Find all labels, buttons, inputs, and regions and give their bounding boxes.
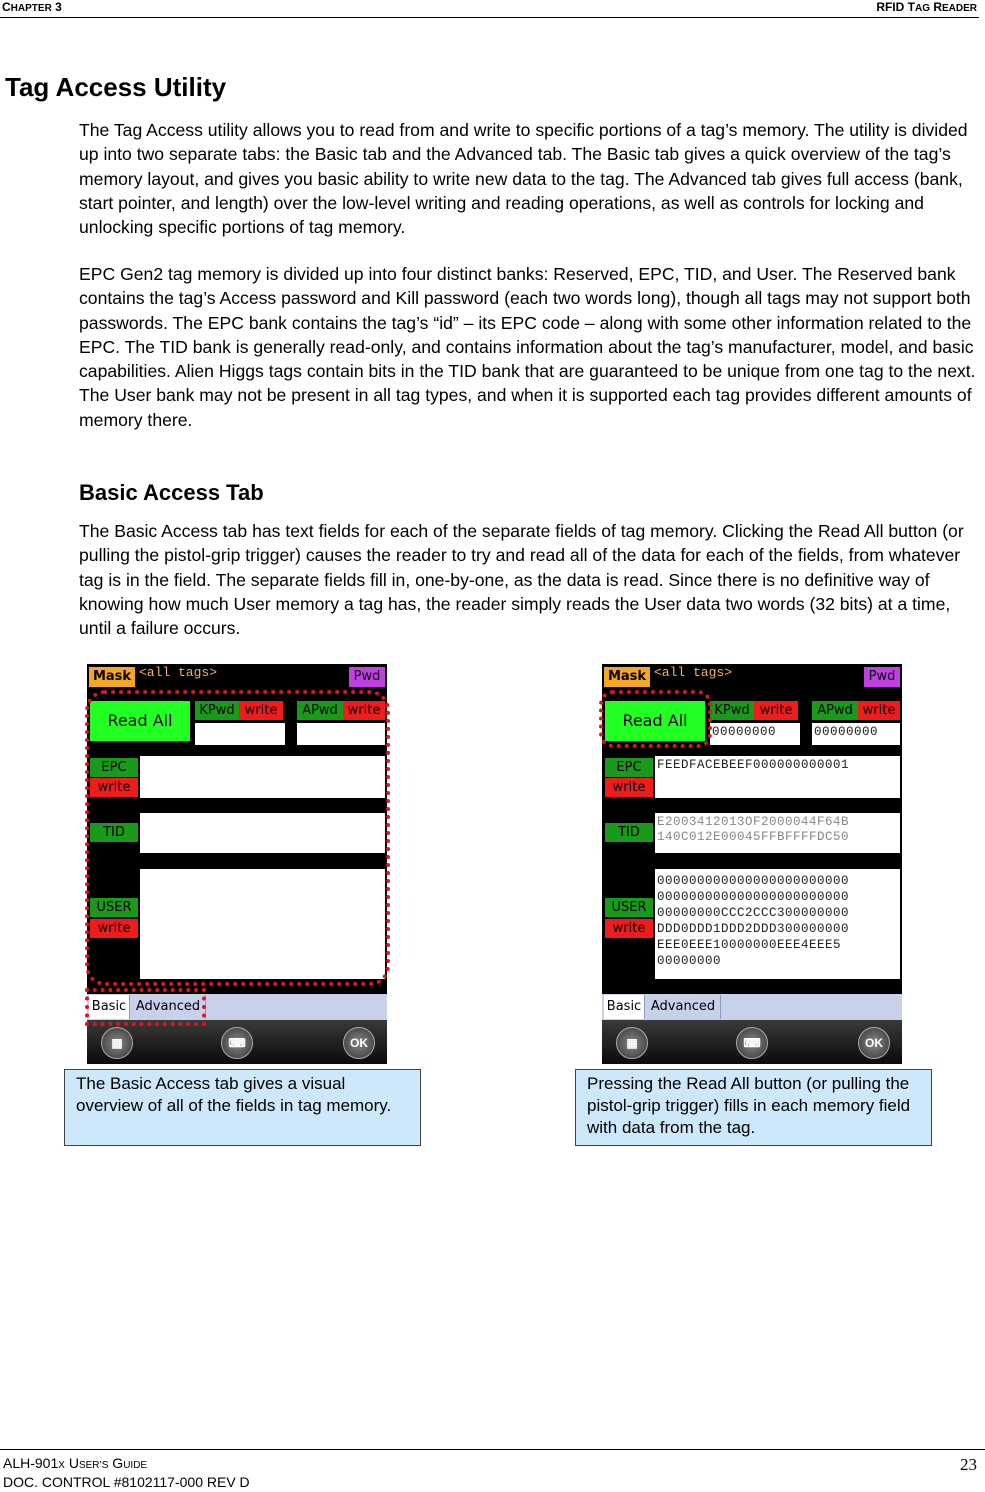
caption-right: Pressing the Read All button (or pulling the pistol-grip trigger) fills in each memory field with data from the tag.	[575, 1069, 932, 1146]
user-field[interactable]	[655, 869, 900, 979]
ok-button[interactable]: OK	[343, 1027, 375, 1059]
user-line: DDD0DDD1DDD2DDD300000000	[657, 922, 850, 936]
tab-advanced[interactable]: Advanced	[646, 995, 721, 1019]
tid-label: TID	[605, 823, 653, 842]
kpwd-label: KPwd	[195, 701, 239, 720]
user-label: USER	[605, 898, 653, 917]
footer-rule	[0, 1449, 985, 1450]
mask-button[interactable]: Mask	[89, 667, 135, 687]
tid-line: E2003412013OF2000044F64B	[657, 815, 850, 829]
doc-control: DOC. CONTROL #8102117-000 REV D	[3, 1474, 250, 1490]
intro-paragraph: The Tag Access utility allows you to read from and write to specific portions of a tag’s memory. The utility is divided up into two separate tabs: the Basic tab and the Advanced tab. The Basic tab gives a quick overview of the tag’s memory layout, and gives you basic ability to write new data to the tag. The Advanced tab gives full access (bank, start pointer, and length) over the low-level writing and reading operations, as well as controls for locking and unlocking specific portions of tag memory.	[79, 120, 968, 238]
user-line: 00000000CCC2CCC300000000	[657, 906, 850, 920]
highlight-basic-tab	[85, 988, 206, 1026]
pwd-button[interactable]: Pwd	[349, 667, 385, 687]
apwd-field[interactable]: 00000000	[812, 723, 900, 745]
memory-paragraph: EPC Gen2 tag memory is divided up into four distinct banks: Reserved, EPC, TID, and User. The Reserved bank contains the tag’s Access password and Kill password (each two words long), though all tags may not support both passwords. The EPC bank contains the tag’s “id” – its EPC code – along with some other information related to the EPC. The TID bank is generally read-only, and contains information about the tag’s manufacturer, model, and basic capabilities. Alien Higgs tags contain bits in the TID bank that are guaranteed to be unique from one tag to the next. The User bank may not be present in all tag types, and when it is supported each tag provides different amounts of memory there.	[79, 264, 976, 430]
chapter-label: CHAPTER 3	[2, 0, 62, 14]
highlight-read-all	[599, 690, 712, 748]
apwd-write-button[interactable]: write	[343, 701, 385, 720]
tid-line: 140C012E00045FFBFFFFDC50	[657, 830, 850, 844]
user-label: USER	[90, 898, 138, 917]
section-title: Basic Access Tab	[79, 480, 264, 505]
keyboard-icon[interactable]: ⌨	[736, 1027, 768, 1059]
user-line: EEE0EEE10000000EEE4EEE5	[657, 938, 842, 952]
page-number: 23	[960, 1455, 977, 1474]
basic-tab-paragraph: The Basic Access tab has text fields for each of the separate fields of tag memory. Clicking the Read All button (or pulling the pistol-grip trigger) causes the reader to try and read all of the data for each of the fields, from whatever tag is in the field. The separate fields fill in, one-by-one, as the data is read. Since there is no definitive way of knowing how much User memory a tag has, the reader simply reads the User data two words (32 bits) at a time, until a failure occurs.	[79, 521, 964, 639]
caption-left: The Basic Access tab gives a visual overview of all of the fields in tag memory.	[64, 1069, 421, 1146]
page-title: Tag Access Utility	[5, 72, 227, 102]
user-write-button[interactable]: write	[605, 919, 653, 938]
mask-button[interactable]: Mask	[604, 667, 650, 687]
user-line: 00000000	[657, 954, 722, 968]
pwd-button[interactable]: Pwd	[864, 667, 900, 687]
tab-advanced[interactable]: Advanced	[131, 995, 206, 1019]
tab-bar	[602, 994, 902, 1020]
tid-field[interactable]	[655, 813, 900, 853]
user-line: 000000000000000000000000	[657, 890, 850, 904]
mask-value: <all tags>	[654, 665, 733, 680]
windows-start-icon[interactable]: ▦	[101, 1027, 133, 1059]
epc-write-button[interactable]: write	[605, 778, 653, 797]
epc-write-button[interactable]: write	[90, 778, 138, 797]
guide-name: ALH-901X USER’S GUIDE	[3, 1455, 148, 1471]
mask-value: <all tags>	[139, 665, 218, 680]
apwd-label: APwd	[812, 701, 858, 720]
tab-basic[interactable]: Basic	[89, 995, 130, 1019]
epc-value: FEEDFACEBEEF000000000001	[657, 758, 850, 772]
user-write-button[interactable]: write	[90, 919, 138, 938]
ok-button[interactable]: OK	[858, 1027, 890, 1059]
page-header	[0, 0, 979, 18]
windows-start-icon[interactable]: ▦	[616, 1027, 648, 1059]
highlight-fields-oval	[85, 690, 390, 986]
kpwd-write-button[interactable]: write	[239, 701, 283, 720]
keyboard-icon[interactable]: ⌨	[221, 1027, 253, 1059]
apwd-write-button[interactable]: write	[858, 701, 900, 720]
kpwd-field[interactable]: 00000000	[710, 723, 800, 745]
epc-label: EPC	[90, 758, 138, 777]
apwd-label: APwd	[297, 701, 343, 720]
user-line: 000000000000000000000000	[657, 874, 850, 888]
epc-field[interactable]	[655, 756, 900, 798]
read-all-button[interactable]: Read All	[605, 701, 705, 741]
kpwd-label: KPwd	[710, 701, 754, 720]
read-all-button[interactable]: Read All	[90, 701, 190, 741]
taskbar	[602, 1020, 902, 1064]
kpwd-write-button[interactable]: write	[754, 701, 798, 720]
tab-basic[interactable]: Basic	[604, 995, 645, 1019]
section-label: RFID TAG READER	[876, 0, 977, 14]
tid-label: TID	[90, 823, 138, 842]
epc-label: EPC	[605, 758, 653, 777]
taskbar	[87, 1020, 387, 1064]
